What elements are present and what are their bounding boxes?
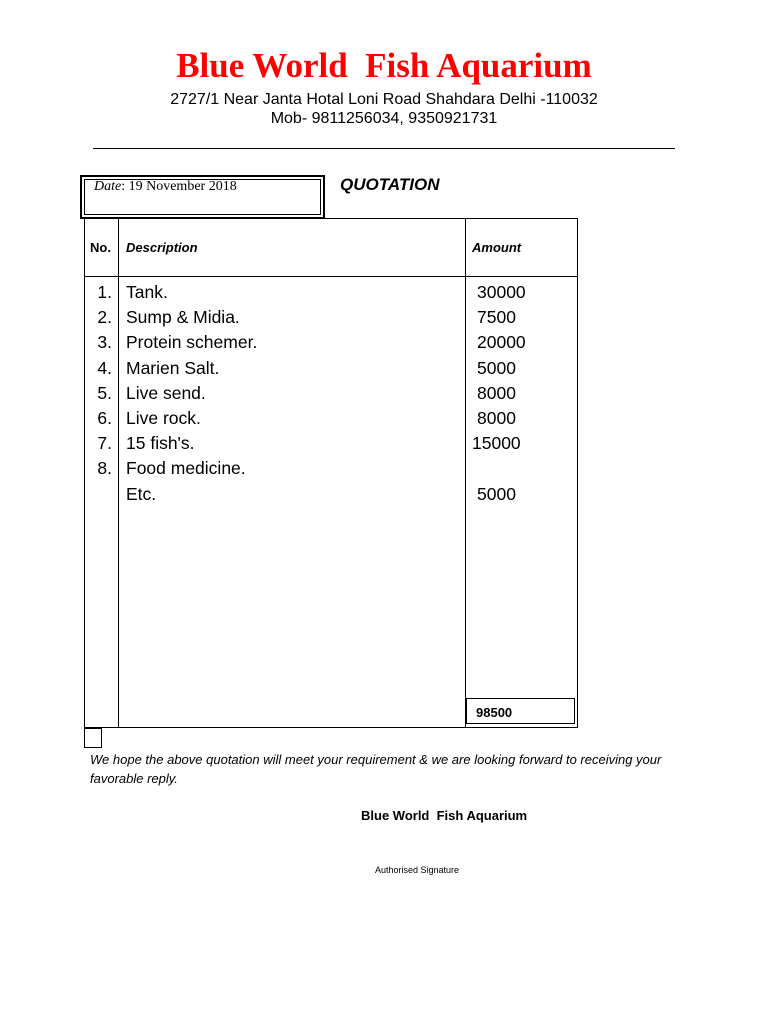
company-mobile: Mob- 9811256034, 9350921731 xyxy=(270,110,498,127)
table-body xyxy=(84,280,578,507)
table-row xyxy=(84,305,578,330)
empty-box xyxy=(84,728,102,748)
table-row xyxy=(84,482,578,507)
date-line xyxy=(94,178,237,196)
header-divider xyxy=(93,148,675,149)
row-amount: 8000 xyxy=(477,407,516,428)
row-description: 15 fish's. xyxy=(126,433,195,454)
row-amount: 5000 xyxy=(477,483,516,504)
row-description: Etc. xyxy=(126,483,157,504)
closing-note: We hope the above quotation will meet your requirement & we are looking forward to receiving your favorable reply. xyxy=(90,752,662,786)
row-description: Live rock. xyxy=(126,407,201,428)
row-number: 6. xyxy=(97,407,112,428)
row-amount: 7500 xyxy=(477,307,516,328)
table-row xyxy=(84,280,578,305)
document-title: QUOTATION xyxy=(340,175,440,194)
row-number: 3. xyxy=(97,332,112,353)
table-row xyxy=(84,431,578,456)
row-amount: 8000 xyxy=(477,382,516,403)
row-number: 7. xyxy=(97,433,112,454)
signature-company-name: Blue World Fish Aquarium xyxy=(361,808,528,823)
row-amount: 15000 xyxy=(472,433,521,454)
column-header-description: Description xyxy=(126,240,198,255)
column-header-no: No. xyxy=(90,240,111,255)
row-amount: 20000 xyxy=(477,332,526,353)
date-label: Date xyxy=(94,179,122,194)
date-value: : 19 November 2018 xyxy=(121,179,237,194)
table-row xyxy=(84,330,578,355)
row-description: Sump & Midia. xyxy=(126,307,240,328)
column-header-amount: Amount xyxy=(472,240,522,255)
total-amount: 98500 xyxy=(476,705,513,720)
row-amount: 5000 xyxy=(477,357,516,378)
row-number: 2. xyxy=(97,307,112,328)
table-row xyxy=(84,406,578,431)
row-number: 4. xyxy=(97,357,112,378)
company-name: Blue World Fish Aquarium xyxy=(176,46,592,85)
table-row xyxy=(84,356,578,381)
row-number: 5. xyxy=(97,382,112,403)
header-row-divider xyxy=(84,276,578,277)
row-description: Tank. xyxy=(126,282,168,302)
row-description: Marien Salt. xyxy=(126,357,220,378)
row-description: Live send. xyxy=(126,382,206,403)
company-address: 2727/1 Near Janta Hotal Loni Road Shahdara Delhi -110032 xyxy=(170,91,598,108)
row-number: 1. xyxy=(97,282,112,302)
row-number: 8. xyxy=(97,458,112,479)
row-description: Food medicine. xyxy=(126,458,246,479)
row-amount: 30000 xyxy=(477,282,526,302)
table-row xyxy=(84,381,578,406)
row-description: Protein schemer. xyxy=(126,332,258,353)
signature-label: Authorised Signature xyxy=(375,865,460,875)
table-row xyxy=(84,456,578,481)
